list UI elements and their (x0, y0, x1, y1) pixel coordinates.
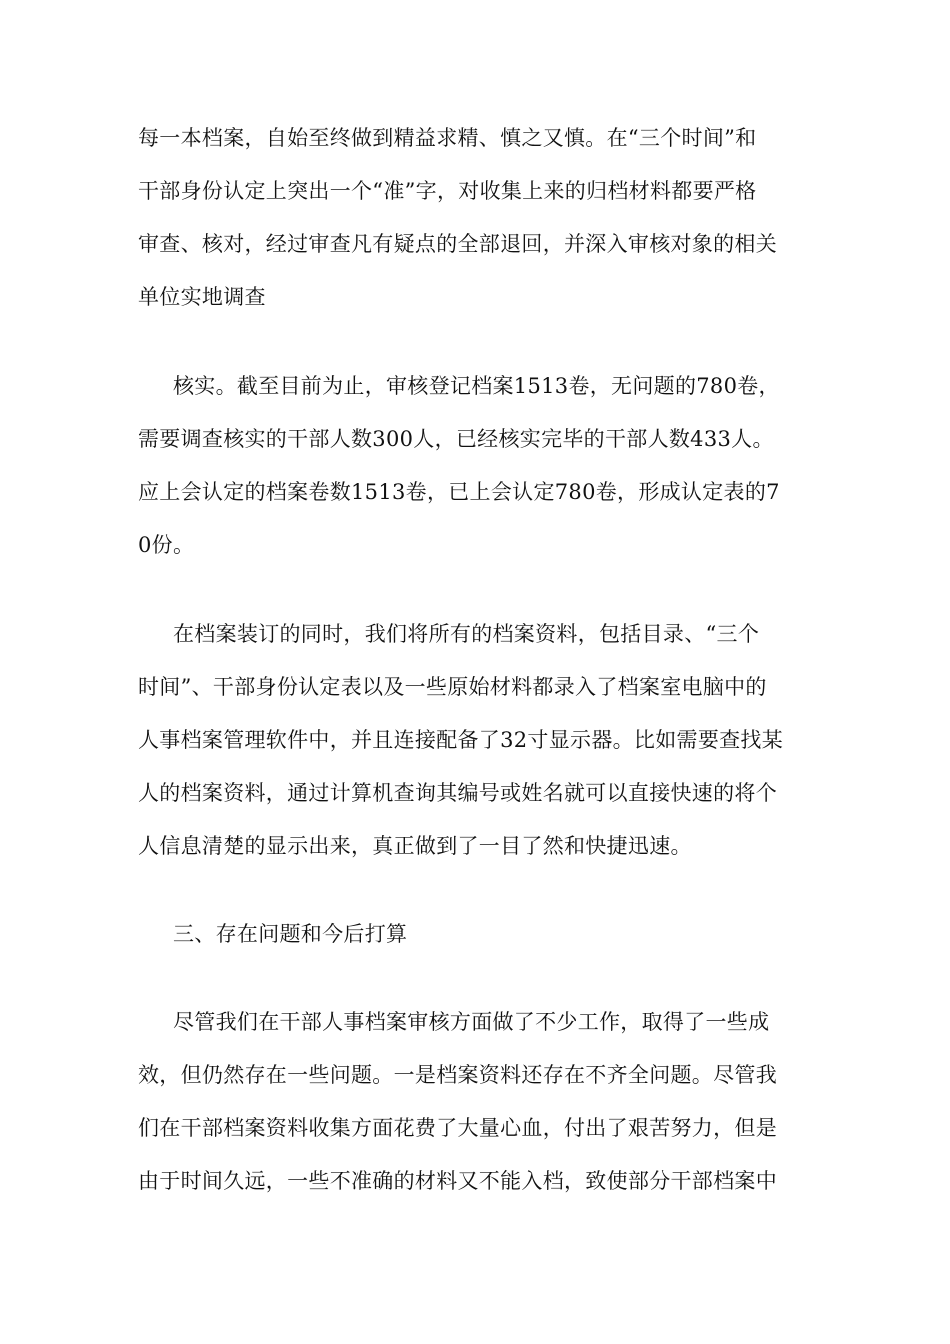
paragraph-1-line-1: 每一本档案，自始至终做到精益求精、慎之又慎。在“三个时间”和 (138, 126, 757, 150)
paragraph-5-line-1: 尽管我们在干部人事档案审核方面做了不少工作，取得了一些成 (173, 1010, 770, 1034)
paragraph-3-line-5: 人信息清楚的显示出来，真正做到了一目了然和快捷迅速。 (138, 834, 692, 858)
paragraph-3-line-3: 人事档案管理软件中，并且连接配备了32寸显示器。比如需要查找某 (138, 728, 784, 752)
paragraph-2-line-4: 0份。 (138, 533, 195, 557)
paragraph-2-line-3: 应上会认定的档案卷数1513卷，已上会认定780卷，形成认定表的7 (138, 480, 780, 504)
paragraph-2-line-1: 核实。截至目前为止，审核登记档案1513卷，无问题的780卷， (173, 374, 780, 398)
section-heading: 三、存在问题和今后打算 (173, 922, 408, 946)
paragraph-1-line-4: 单位实地调查 (138, 285, 266, 309)
paragraph-1-line-2: 干部身份认定上突出一个“准”字，对收集上来的归档材料都要严格 (138, 179, 757, 203)
paragraph-3-line-1: 在档案装订的同时，我们将所有的档案资料，包括目录、“三个 (173, 622, 760, 646)
paragraph-3-line-4: 人的档案资料，通过计算机查询其编号或姓名就可以直接快速的将个 (138, 781, 777, 805)
paragraph-5-line-4: 由于时间久远，一些不准确的材料又不能入档，致使部分干部档案中 (138, 1169, 777, 1193)
paragraph-1-line-3: 审查、核对，经过审查凡有疑点的全部退回，并深入审核对象的相关 (138, 232, 777, 256)
paragraph-2-line-2: 需要调查核实的干部人数300人，已经核实完毕的干部人数433人。 (138, 427, 774, 451)
paragraph-5-line-2: 效，但仍然存在一些问题。一是档案资料还存在不齐全问题。尽管我 (138, 1063, 777, 1087)
paragraph-3-line-2: 时间”、干部身份认定表以及一些原始材料都录入了档案室电脑中的 (138, 675, 767, 699)
paragraph-5-line-3: 们在干部档案资料收集方面花费了大量心血，付出了艰苦努力，但是 (138, 1116, 777, 1140)
